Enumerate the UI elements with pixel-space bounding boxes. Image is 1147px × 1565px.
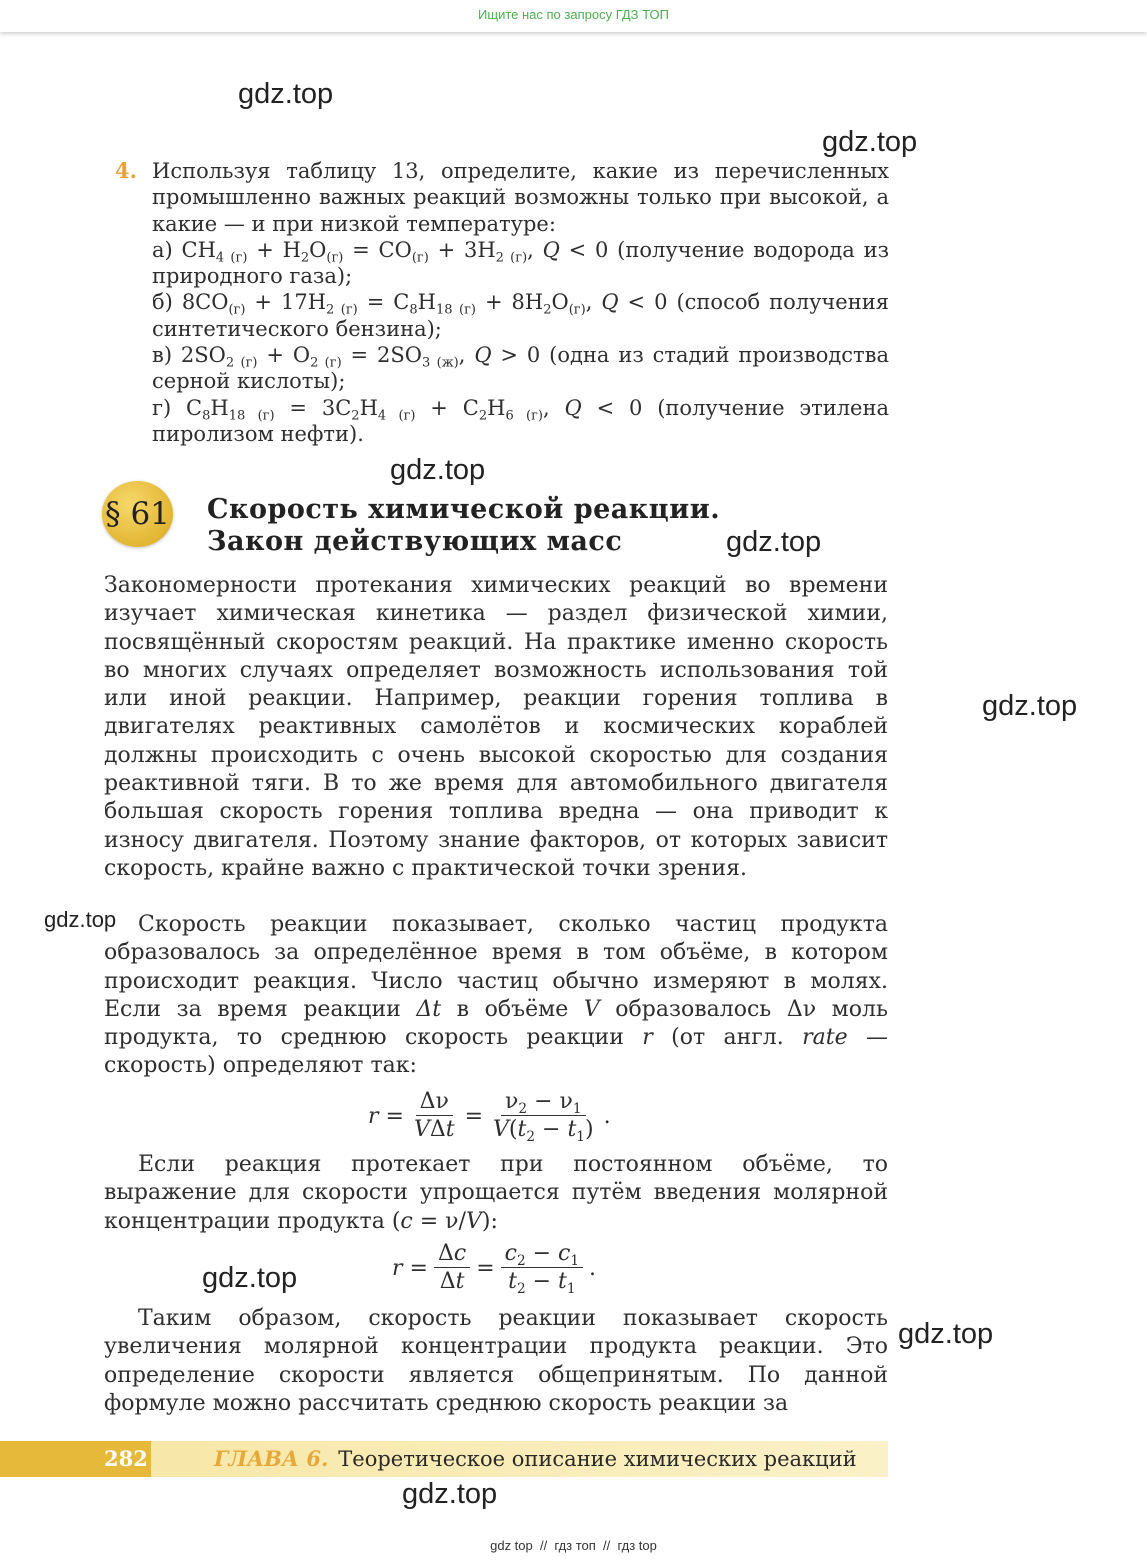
watermark: gdz.top (238, 78, 334, 110)
watermark: gdz.top (898, 1318, 994, 1350)
task-4 (152, 158, 889, 447)
bottom-links[interactable]: gdz top // гдз топ // гдз top (490, 1538, 657, 1553)
watermark: gdz.top (726, 526, 822, 558)
section-title (207, 494, 720, 558)
watermark: gdz.top (202, 1262, 298, 1294)
reaction-c: в) $2SO_{2 (г)} + O_{2 (г)} = 2SO_{3 (ж)}$, Q > 0 (одна из стадий производства серной кислоты); (152, 343, 890, 394)
top-banner: Ищите нас по запросу ГДЗ ТОП (0, 0, 1147, 32)
reaction-a: а) $CH_{4 (г)} + H_2O_{(г)} = CO_{(г)} + 3H_{2 (г)}$, Q < 0 (получение водорода из природного газа); (152, 237, 890, 289)
section-title-line2: Закон действующих масс (207, 526, 623, 557)
watermark: gdz.top (390, 454, 486, 486)
task-number: 4. (115, 158, 137, 183)
section-title-line1: Скорость химической реакции. (207, 494, 721, 525)
watermark: gdz.top (822, 126, 918, 158)
paragraph-4: Таким образом, скорость реакции показывает скорость увеличения молярной концентрации продукта реакции. Это определение скорости является общепринятым. По данной формуле можно рассчитать среднюю скорость реакции за (104, 1306, 888, 1416)
paragraph-1: Закономерности протекания химических реакций во времени изучает химическая кинетика — раздел физической химии, посвящённый скоростям реакций. На практике именно скорость во многих случаях определяет возможность использования той или иной реакции. Например, реакции горения топлива в двигателях реактивных самолётов и космических кораблей должны происходить с очень высокой скоростью для создания реактивной тяги. В то же время для автомобильного двигателя большая скорость горения топлива вредна — она приводит к износу двигателя. Поэтому знание факторов, от которых зависит скорость, крайне важно с практической точки зрения. (104, 573, 888, 881)
paragraph-3: Если реакция протекает при постоянном объёме, то выражение для скорости упрощается путём введения молярной концентрации продукта (c = ν/V): (104, 1152, 888, 1234)
formula-average-rate: r = $\frac{\Delta\nu}{\text{VΔt}}$ = $\frac{\nu_2 - \nu_1}{V(t_2 - t_1)}$ . (368, 1089, 611, 1145)
chapter-name: Теоретическое описание химических реакций (338, 1447, 857, 1471)
section-badge: § 61 (102, 481, 173, 547)
watermark: gdz.top (982, 690, 1078, 722)
watermark: gdz.top (44, 907, 117, 932)
page-number: 282 (104, 1446, 148, 1471)
task-intro: Используя таблицу 13, определите, какие из перечисленных промышленно важных реакций возможны только при высокой, а какие — и при низкой температуре: (152, 159, 889, 236)
paragraph-2: Скорость реакции показывает, сколько частиц продукта образовалось за определённое время в том объёме, в котором происходит реакция. Число частиц обычно измеряют в молях. Если за время реакции Δt в объёме V образовалось Δν моль продукта, то среднюю скорость реакции r (от англ. rate — скорость) определяют так: (104, 912, 888, 1079)
reaction-b: б) $8CO_{(г)} + 17H_{2 (г)} = C_8H_{18 (г)} + 8H_2O_{(г)}$, Q < 0 (способ получения синтетического бензина); (152, 290, 889, 341)
chapter-title (214, 1441, 857, 1477)
reaction-d: г) $C_8H_{18 (г)} = 3C_2H_{4 (г)} + C_2H_{6 (г)}$, Q < 0 (получение этилена пиролизом нефти). (152, 395, 889, 446)
rate-word: rate (802, 1025, 848, 1051)
watermark: gdz.top (402, 1478, 498, 1510)
chapter-label: ГЛАВА 6. (214, 1446, 329, 1471)
formula-concentration-rate: r = $\frac{\Delta c}{\Delta t}$ = $\frac{c_2 - c_1}{t_2 - t_1}$ . (392, 1241, 597, 1297)
